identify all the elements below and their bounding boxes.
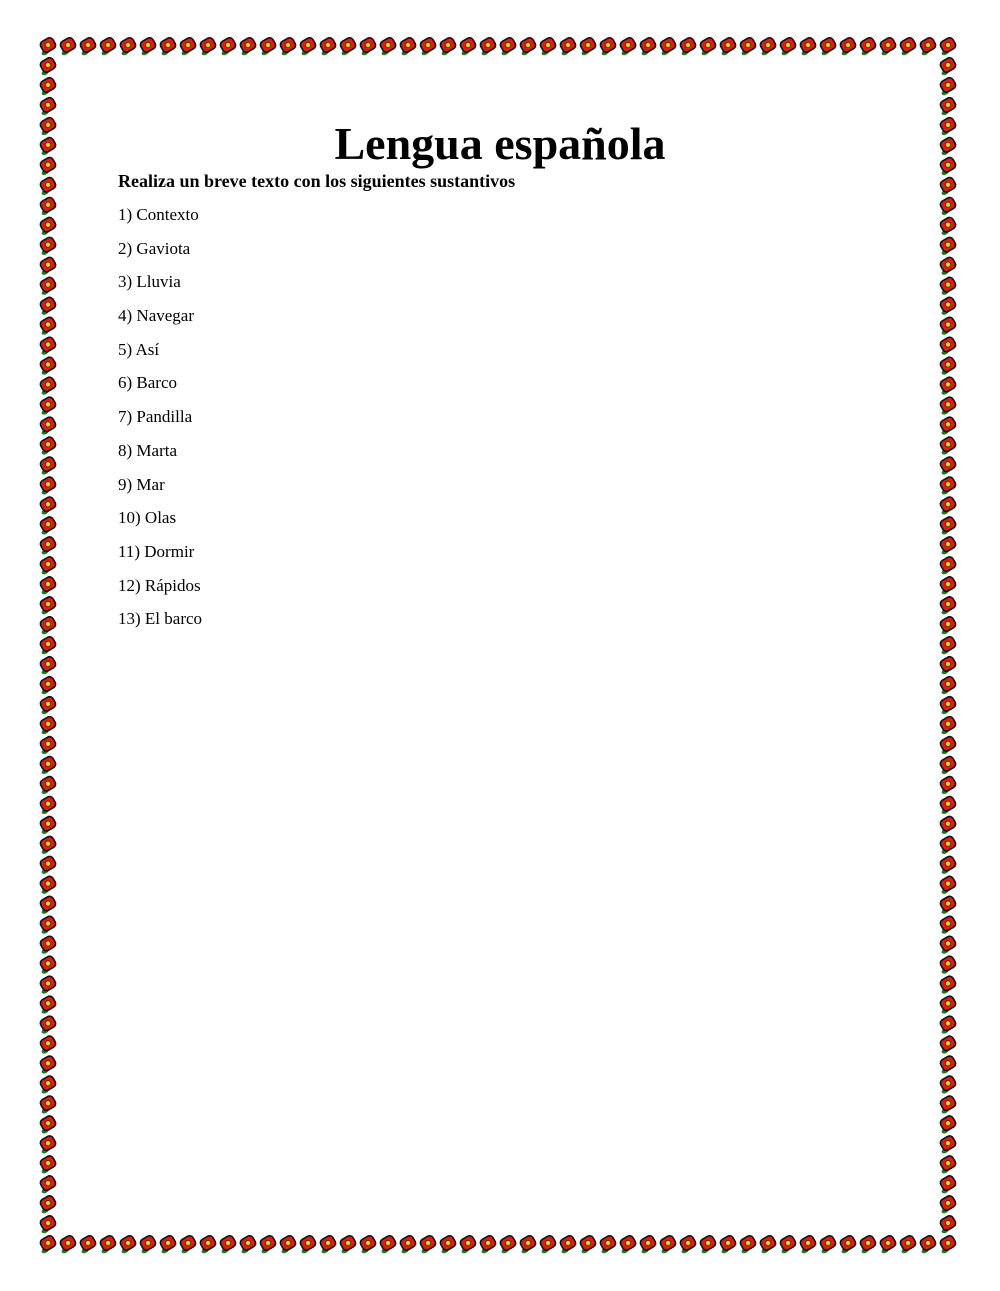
flower-icon: [36, 376, 57, 396]
flower-icon: [56, 1234, 77, 1254]
flower-icon: [36, 36, 57, 56]
list-item: 7) Pandilla: [118, 407, 193, 427]
flower-icon: [276, 36, 297, 56]
flower-icon: [936, 1075, 957, 1095]
flower-icon: [696, 36, 717, 56]
flower-icon: [36, 476, 57, 496]
flower-icon: [36, 1194, 57, 1214]
page-title: Lengua española: [334, 118, 666, 169]
flower-icon: [616, 1234, 637, 1254]
flower-icon: [936, 76, 957, 96]
flower-icon: [36, 795, 57, 815]
flower-icon: [36, 935, 57, 955]
flower-icon: [916, 1234, 937, 1254]
flower-icon: [936, 376, 957, 396]
flower-icon: [676, 1234, 697, 1254]
flower-icon: [936, 955, 957, 975]
flower-icon: [796, 36, 817, 56]
flower-icon: [156, 1234, 177, 1254]
flower-icon: [936, 436, 957, 456]
flower-icon: [416, 1234, 437, 1254]
flower-icon: [56, 36, 77, 56]
flower-icon: [456, 1234, 477, 1254]
flower-icon: [676, 36, 697, 56]
flower-icon: [256, 36, 277, 56]
flower-icon: [716, 1234, 737, 1254]
flower-icon: [316, 1234, 337, 1254]
flower-icon: [816, 36, 837, 56]
flower-icon: [436, 36, 457, 56]
flower-icon: [36, 955, 57, 975]
flower-icon: [176, 36, 197, 56]
flower-icon: [176, 1234, 197, 1254]
flower-icon: [936, 316, 957, 336]
flower-icon: [36, 635, 57, 655]
flower-icon: [936, 715, 957, 735]
flower-icon: [936, 795, 957, 815]
flower-icon: [936, 635, 957, 655]
flower-icon: [556, 1234, 577, 1254]
flower-icon: [36, 1075, 57, 1095]
flower-icon: [556, 36, 577, 56]
flower-icon: [636, 36, 657, 56]
flower-icon: [36, 356, 57, 376]
list-item: 6) Barco: [118, 373, 178, 393]
flower-icon: [936, 276, 957, 296]
flower-icon: [796, 1234, 817, 1254]
flower-icon: [936, 336, 957, 356]
list-item: 11) Dormir: [118, 541, 195, 561]
flower-icon: [36, 496, 57, 516]
flower-icon: [936, 1174, 957, 1194]
flower-icon: [596, 36, 617, 56]
flower-icon: [36, 835, 57, 855]
flower-icon: [936, 815, 957, 835]
flower-icon: [36, 535, 57, 555]
flower-icon: [36, 1035, 57, 1055]
flower-icon: [936, 1095, 957, 1115]
flower-icon: [936, 1035, 957, 1055]
flower-icon: [36, 316, 57, 336]
flower-icon: [916, 36, 937, 56]
flower-icon: [756, 36, 777, 56]
flower-icon: [756, 1234, 777, 1254]
flower-icon: [96, 1234, 117, 1254]
flower-icon: [36, 735, 57, 755]
list-item: 2) Gaviota: [118, 238, 191, 258]
flower-icon: [36, 715, 57, 735]
flower-icon: [36, 675, 57, 695]
flower-icon: [316, 36, 337, 56]
flower-icon: [656, 1234, 677, 1254]
flower-icon: [336, 36, 357, 56]
flower-icon: [776, 1234, 797, 1254]
flower-icon: [36, 296, 57, 316]
flower-icon: [36, 76, 57, 96]
flower-icon: [236, 36, 257, 56]
flower-icon: [936, 1214, 957, 1234]
flower-icon: [116, 1234, 137, 1254]
flower-icon: [936, 655, 957, 675]
flower-icon: [356, 36, 377, 56]
flower-icon: [736, 1234, 757, 1254]
flower-icon: [36, 1214, 57, 1234]
flower-icon: [936, 695, 957, 715]
flower-icon: [456, 36, 477, 56]
flower-icon: [936, 595, 957, 615]
flower-icon: [296, 1234, 317, 1254]
flower-icon: [936, 935, 957, 955]
flower-icon: [36, 216, 57, 236]
flower-icon: [936, 1154, 957, 1174]
flower-icon: [936, 1015, 957, 1035]
flower-icon: [936, 915, 957, 935]
list-item: 5) Así: [118, 339, 160, 359]
flower-icon: [936, 755, 957, 775]
flower-icon: [36, 1154, 57, 1174]
flower-icon: [36, 695, 57, 715]
flower-icon: [936, 416, 957, 436]
flower-icon: [36, 595, 57, 615]
flower-icon: [36, 775, 57, 795]
flower-icon: [36, 1055, 57, 1075]
flower-icon: [936, 875, 957, 895]
flower-icon: [536, 1234, 557, 1254]
flower-icon: [936, 296, 957, 316]
flower-icon: [196, 1234, 217, 1254]
flower-icon: [936, 236, 957, 256]
flower-icon: [36, 176, 57, 196]
list-item: 4) Navegar: [118, 306, 194, 326]
list-item: 1) Contexto: [118, 205, 199, 224]
flower-icon: [936, 1194, 957, 1214]
flower-icon: [836, 1234, 857, 1254]
flower-icon: [36, 196, 57, 216]
flower-icon: [36, 336, 57, 356]
flower-icon: [856, 36, 877, 56]
flower-icon: [576, 36, 597, 56]
flower-icon: [36, 895, 57, 915]
flower-icon: [36, 396, 57, 416]
flower-icon: [936, 1055, 957, 1075]
flower-icon: [936, 496, 957, 516]
flower-icon: [36, 1015, 57, 1035]
flower-icon: [36, 416, 57, 436]
flower-icon: [36, 516, 57, 536]
flower-icon: [936, 176, 957, 196]
flower-icon: [936, 256, 957, 276]
flower-icon: [616, 36, 637, 56]
flower-icon: [36, 1174, 57, 1194]
flower-icon: [936, 216, 957, 236]
flower-icon: [36, 615, 57, 635]
flower-icon: [816, 1234, 837, 1254]
flower-icon: [936, 555, 957, 575]
flower-icon: [436, 1234, 457, 1254]
flower-icon: [76, 36, 97, 56]
flower-icon: [276, 1234, 297, 1254]
flower-icon: [36, 855, 57, 875]
list-item: 3) Lluvia: [118, 272, 181, 292]
instruction-text: Realiza un breve texto con los siguientes sustantivos: [118, 171, 516, 191]
flower-icon: [476, 36, 497, 56]
flower-icon: [36, 575, 57, 595]
flower-icon: [116, 36, 137, 56]
flower-icon: [36, 56, 57, 76]
flower-icon: [256, 1234, 277, 1254]
flower-icon: [936, 735, 957, 755]
flower-icon: [396, 36, 417, 56]
flower-icon: [36, 456, 57, 476]
flower-icon: [736, 36, 757, 56]
flower-icon: [896, 36, 917, 56]
flower-icon: [716, 36, 737, 56]
flower-icon: [476, 1234, 497, 1254]
flower-icon: [836, 36, 857, 56]
flower-icon: [936, 675, 957, 695]
flower-icon: [356, 1234, 377, 1254]
flower-icon: [36, 755, 57, 775]
flower-icon: [936, 516, 957, 536]
flower-icon: [36, 276, 57, 296]
flower-icon: [936, 396, 957, 416]
word-list: [118, 205, 898, 643]
flower-icon: [936, 775, 957, 795]
flower-icon: [596, 1234, 617, 1254]
flower-icon: [576, 1234, 597, 1254]
list-item: 13) El barco: [118, 609, 203, 629]
flower-icon: [236, 1234, 257, 1254]
flower-icon: [936, 476, 957, 496]
flower-icon: [636, 1234, 657, 1254]
flower-icon: [36, 1134, 57, 1154]
flower-icon: [656, 36, 677, 56]
flower-icon: [36, 875, 57, 895]
flower-icon: [936, 975, 957, 995]
flower-icon: [936, 1234, 957, 1254]
flower-icon: [216, 36, 237, 56]
list-item: 12) Rápidos: [118, 575, 201, 595]
flower-icon: [36, 915, 57, 935]
flower-icon: [936, 1134, 957, 1154]
flower-icon: [936, 535, 957, 555]
flower-icon: [936, 895, 957, 915]
flower-icon: [936, 36, 957, 56]
flower-icon: [36, 655, 57, 675]
worksheet-content: [118, 118, 898, 643]
flower-icon: [396, 1234, 417, 1254]
flower-icon: [876, 1234, 897, 1254]
flower-icon: [96, 36, 117, 56]
flower-icon: [936, 356, 957, 376]
flower-icon: [856, 1234, 877, 1254]
flower-icon: [36, 436, 57, 456]
flower-icon: [936, 835, 957, 855]
flower-icon: [36, 555, 57, 575]
list-item: 10) Olas: [118, 508, 177, 528]
flower-icon: [936, 615, 957, 635]
flower-icon: [136, 1234, 157, 1254]
flower-icon: [136, 36, 157, 56]
flower-icon: [536, 36, 557, 56]
flower-icon: [196, 36, 217, 56]
flower-icon: [36, 1115, 57, 1135]
flower-icon: [496, 36, 517, 56]
flower-icon: [936, 456, 957, 476]
flower-icon: [936, 575, 957, 595]
flower-icon: [936, 855, 957, 875]
flower-icon: [36, 995, 57, 1015]
list-item: 8) Marta: [118, 440, 178, 460]
flower-icon: [36, 1234, 57, 1254]
flower-icon: [896, 1234, 917, 1254]
flower-icon: [516, 36, 537, 56]
flower-icon: [36, 236, 57, 256]
flower-icon: [156, 36, 177, 56]
flower-icon: [36, 1095, 57, 1115]
flower-icon: [936, 96, 957, 116]
flower-icon: [36, 256, 57, 276]
flower-icon: [416, 36, 437, 56]
flower-icon: [936, 1115, 957, 1135]
flower-icon: [776, 36, 797, 56]
flower-icon: [516, 1234, 537, 1254]
flower-icon: [36, 815, 57, 835]
flower-icon: [76, 1234, 97, 1254]
flower-icon: [876, 36, 897, 56]
flower-icon: [936, 56, 957, 76]
flower-icon: [216, 1234, 237, 1254]
flower-icon: [696, 1234, 717, 1254]
flower-icon: [336, 1234, 357, 1254]
flower-icon: [36, 96, 57, 116]
list-item: 9) Mar: [118, 474, 165, 494]
flower-icon: [376, 36, 397, 56]
flower-icon: [376, 1234, 397, 1254]
flower-icon: [296, 36, 317, 56]
flower-icon: [36, 975, 57, 995]
flower-icon: [936, 995, 957, 1015]
flower-icon: [496, 1234, 517, 1254]
flower-icon: [936, 196, 957, 216]
